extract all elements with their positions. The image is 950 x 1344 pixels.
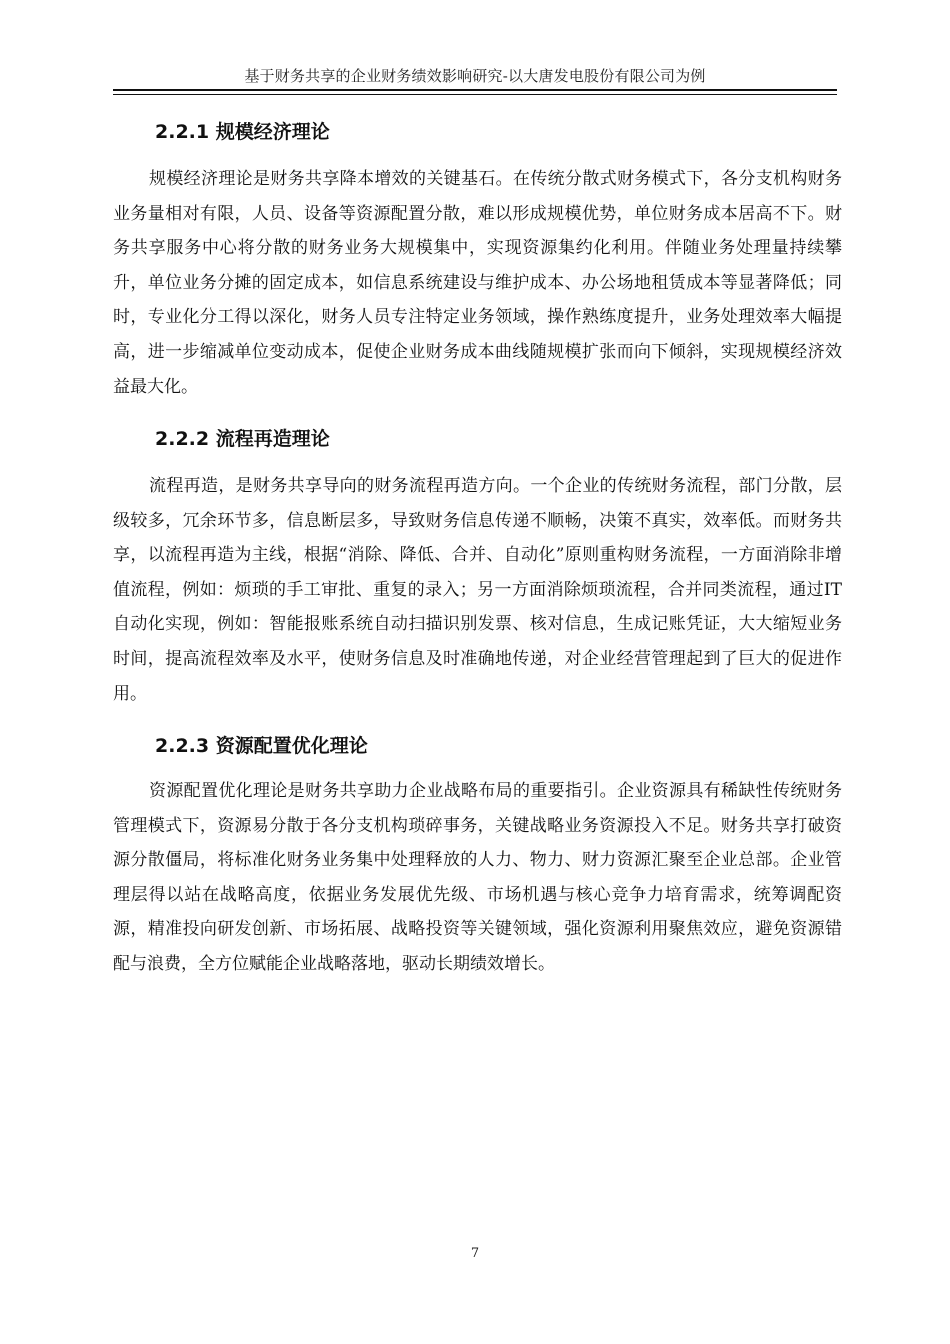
header-rule-thick bbox=[113, 89, 837, 91]
header-rule-thin bbox=[113, 94, 837, 95]
section-paragraph-2-2-3: 资源配置优化理论是财务共享助力企业战略布局的重要指引。企业资源具有稀缺性传统财务管理模式下，资源易分散于各分支机构琐碎事务，关键战略业务资源投入不足。财务共享打破资源分散僵局，将标准化财务业务集中处理释放的人力、物力、财力资源汇聚至企业总部。企业管理层得以站在战略高度，依据业务发展优先级、市场机遇与核心竞争力培育需求，统筹调配资源，精准投向研发创新、市场拓展、战略投资等关键领域，强化资源利用聚焦效应，避免资源错配与浪费，全方位赋能企业战略落地，驱动长期绩效增长。 bbox=[113, 781, 842, 974]
section-heading-2-2-3: 2.2.3 资源配置优化理论 bbox=[155, 735, 368, 757]
section-paragraph-2-2-2: 流程再造，是财务共享导向的财务流程再造方向。一个企业的传统财务流程，部门分散，层级较多，冗余环节多，信息断层多，导致财务信息传递不顺畅，决策不真实，效率低。而财务共享，以流程再造为主线，根据“消除、降低、合并、自动化”原则重构财务流程，一方面消除非增值流程，例如：烦琐的手工审批、重复的录入；另一方面消除烦琐流程，合并同类流程，通过IT自动化实现，例如：智能报账系统自动扫描识别发票、核对信息，生成记账凭证，大大缩短业务时间，提高流程效率及水平，使财务信息及时准确地传递，对企业经营管理起到了巨大的促进作用。 bbox=[113, 476, 842, 704]
section-paragraph-2-2-1: 规模经济理论是财务共享降本增效的关键基石。在传统分散式财务模式下，各分支机构财务业务量相对有限，人员、设备等资源配置分散，难以形成规模优势，单位财务成本居高不下。财务共享服务中心将分散的财务业务大规模集中，实现资源集约化利用。伴随业务处理量持续攀升，单位业务分摊的固定成本，如信息系统建设与维护成本、办公场地租赁成本等显著降低；同时，专业化分工得以深化，财务人员专注特定业务领域，操作熟练度提升，业务处理效率大幅提高，进一步缩减单位变动成本，促使企业财务成本曲线随规模扩张而向下倾斜，实现规模经济效益最大化。 bbox=[113, 169, 842, 397]
running-header: 基于财务共享的企业财务绩效影响研究-以大唐发电股份有限公司为例 bbox=[244, 67, 706, 85]
section-heading-2-2-2: 2.2.2 流程再造理论 bbox=[155, 428, 330, 450]
section-heading-2-2-1: 2.2.1 规模经济理论 bbox=[155, 121, 330, 143]
page-number: 7 bbox=[470, 1246, 480, 1261]
